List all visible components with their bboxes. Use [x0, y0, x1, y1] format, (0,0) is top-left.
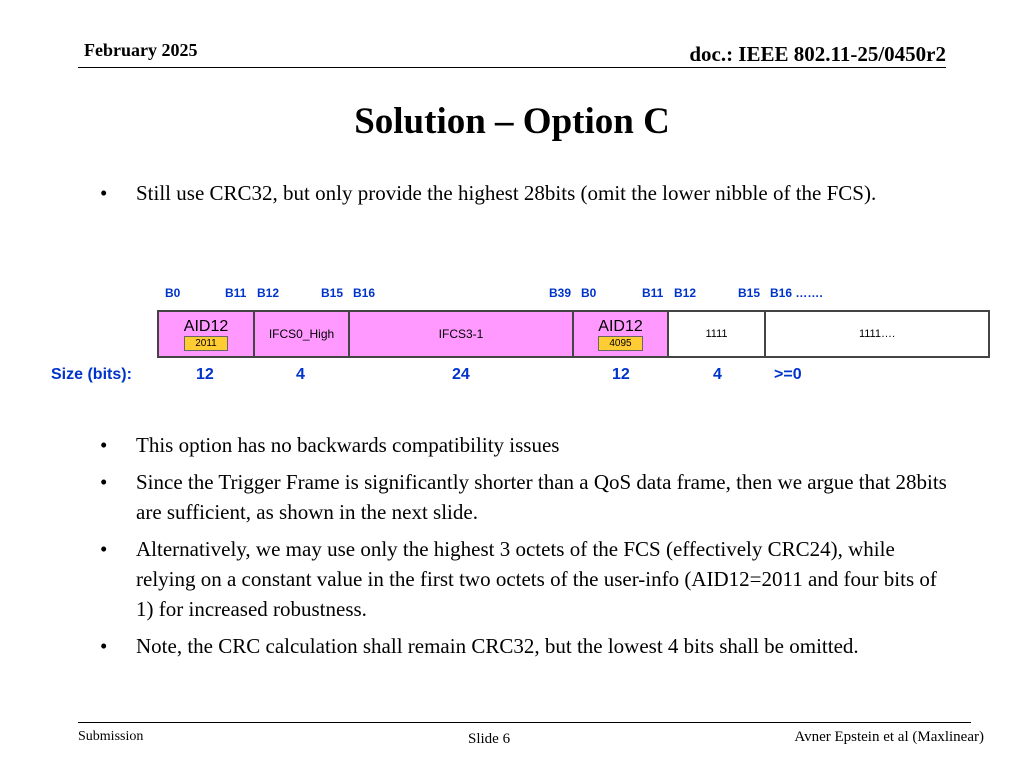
field-ones-more: 1111…. [764, 310, 990, 358]
bullet-dot: • [100, 470, 108, 494]
bullet-text: Alternatively, we may use only the highest 3 octets of the FCS (effectively CRC24), while relying on a constant value in the first two octets of the user-info (AID12=2011 and four bits of 1) for increased robustness. [136, 537, 937, 621]
footer-divider [78, 722, 971, 723]
size-value: 4 [713, 366, 722, 383]
bit-label: B12 [257, 286, 280, 300]
bit-label: B0 [581, 286, 597, 300]
slide-title: Solution – Option C [354, 101, 670, 142]
field-aid12-first [157, 310, 255, 358]
size-value: 4 [296, 366, 305, 383]
field-ones: 1111 [667, 310, 766, 358]
size-value: >=0 [774, 366, 802, 383]
bit-label: B0 [165, 286, 181, 300]
field-ifcs0-high: IFCS0_High [253, 310, 350, 358]
header-doc-id: doc.: IEEE 802.11-25/0450r2 [689, 42, 946, 66]
bullet-item [100, 178, 950, 208]
footer-submission: Submission [78, 729, 144, 744]
field-ifcs3-1: IFCS3-1 [348, 310, 574, 358]
bit-label: B11 [225, 286, 247, 300]
bit-label: B16 [353, 286, 376, 300]
bullet-item [100, 631, 950, 661]
bullet-text: Still use CRC32, but only provide the highest 28bits (omit the lower nibble of the FCS). [136, 181, 877, 205]
bit-label: B39 [549, 286, 572, 300]
field-aid12-second [572, 310, 669, 358]
bit-label: B15 [321, 286, 344, 300]
header-date: February 2025 [84, 40, 198, 60]
bullet-text: This option has no backwards compatibility issues [136, 433, 560, 457]
bullet-item [100, 534, 950, 624]
bullet-text: Note, the CRC calculation shall remain CRC32, but the lowest 4 bits shall be omitted. [136, 634, 859, 658]
field-value-badge: 2011 [184, 336, 228, 351]
header-divider [78, 67, 946, 68]
bullet-dot: • [100, 181, 108, 205]
bullet-text: Since the Trigger Frame is significantly shorter than a QoS data frame, then we argue that 28bits are sufficient, as shown in the next slide. [136, 470, 947, 524]
size-value: 12 [612, 366, 630, 383]
bullet-dot: • [100, 634, 108, 658]
bullet-dot: • [100, 433, 108, 457]
field-value-badge: 4095 [598, 336, 642, 351]
footer-slide-number: Slide 6 [468, 731, 511, 747]
footer-authors: Avner Epstein et al (Maxlinear) [794, 729, 984, 745]
bullet-dot: • [100, 537, 108, 561]
bit-label: B15 [738, 286, 761, 300]
bullet-item [100, 430, 950, 460]
bit-label: B11 [642, 286, 664, 300]
top-bullet-list [100, 178, 950, 215]
bullet-item [100, 467, 950, 527]
size-value: 12 [196, 366, 214, 383]
bottom-bullet-list [100, 430, 950, 668]
field-name: AID12 [598, 317, 643, 335]
field-name: AID12 [183, 317, 229, 335]
bit-label: B16 ……. [770, 286, 823, 300]
bit-label: B12 [674, 286, 697, 300]
size-label: Size (bits): [51, 366, 132, 383]
size-value: 24 [452, 366, 470, 383]
